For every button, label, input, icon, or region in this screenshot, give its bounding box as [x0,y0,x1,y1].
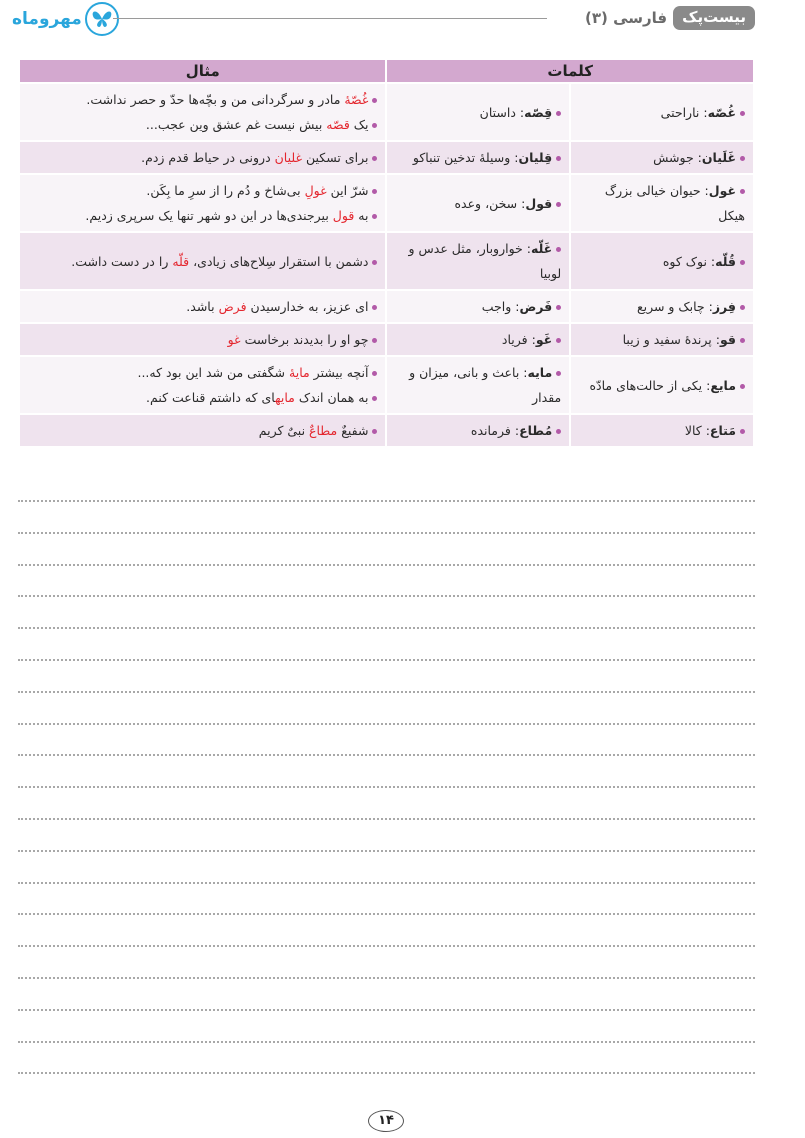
dotted-writing-line [18,1072,755,1074]
word-cell [387,142,569,173]
bullet-icon [372,371,377,376]
dotted-writing-line [18,850,755,852]
word-definition: واجب [481,299,512,314]
example-text: را در دست داشت. [71,253,173,269]
word-cell [571,415,753,446]
table-row [20,415,753,446]
word-term: غُصّه [707,104,736,120]
colon: : [519,365,528,380]
word-definition: یکی از حالت‌های مادّه [589,377,703,393]
bullet-icon [740,305,745,310]
highlighted-word: غو [227,332,241,347]
colon: : [701,423,710,438]
highlighted-word: قول [332,208,355,223]
example-sentence [28,112,377,137]
word-definition: فرمانده [470,423,511,438]
highlighted-word: مطاعٌ [309,423,338,438]
word-term: فِرز [712,299,736,314]
table-row [20,84,753,140]
highlighted-word: قلّه [172,253,190,269]
colon: : [510,150,519,165]
colon: : [706,253,716,269]
example-text: برای تسکین [302,150,369,165]
word-definition: وسیلهٔ تدخین تنباکو [412,150,511,165]
word-definition: جوشش [653,150,694,165]
example-text: شگفتی من شد این بود که... [137,365,290,380]
bullet-icon [556,429,561,434]
example-text: به [354,208,369,223]
word-term: غَلّه [530,241,553,256]
dotted-writing-line [18,659,755,661]
bullet-icon [556,156,561,161]
dotted-writing-line [18,595,755,597]
example-text: درونی در حیاط قدم زدم. [141,150,275,165]
word-definition: باعث و بانی، میزان و مقدار [409,365,562,405]
word-term: قِصّه [524,104,553,120]
colon: : [700,183,709,198]
writing-lines [18,500,755,1104]
word-term: غَو [535,332,553,347]
word-definition: نوک کوه [662,253,707,269]
word-cell [387,175,569,231]
header-examples: مثال [20,60,385,82]
word-cell [571,357,753,413]
example-sentence [28,385,377,410]
bullet-icon [372,305,377,310]
dotted-writing-line [18,913,755,915]
example-text: یک [349,117,369,132]
dotted-writing-line [18,1041,755,1043]
dotted-writing-line [18,691,755,693]
highlighted-word: غُصّهٔ [344,92,369,107]
dotted-writing-line [18,945,755,947]
word-cell [387,357,569,413]
colon: : [510,423,520,438]
word-cell [387,84,569,140]
word-term: مایع [710,377,736,393]
colon: : [702,377,711,393]
example-text: بیش نیست غم عشق وین عجب... [145,117,327,132]
example-sentence [28,203,377,228]
dotted-writing-line [18,500,755,502]
example-text: به همان اندک [294,390,369,405]
table-row [20,291,753,322]
word-definition: حیوان خیالی بزرگ هیکل [604,183,745,223]
example-text: نبیٌ کریم [258,423,310,438]
colon: : [522,241,531,256]
highlighted-word: فرض [218,299,247,314]
word-term: غَلَیان [701,150,736,165]
colon: : [711,332,720,347]
bullet-icon [372,260,377,265]
highlighted-word: قصّه [326,117,350,132]
bullet-icon [556,111,561,116]
bullet-icon [372,156,377,161]
example-cell [20,84,385,140]
example-cell [20,415,385,446]
bullet-icon [740,429,745,434]
bullet-icon [740,189,745,194]
word-term: مُطاع [519,423,553,438]
word-cell [571,233,753,289]
word-definition: کالا [684,423,702,438]
brand-badge: بیست‌پک [673,6,755,30]
dotted-writing-line [18,882,755,884]
colon: : [517,195,526,211]
dotted-writing-line [18,977,755,979]
bullet-icon [556,371,561,376]
page-number: ۱۴ [368,1110,404,1132]
table-row [20,324,753,355]
dotted-writing-line [18,627,755,629]
word-term: قُلّه [715,253,736,269]
word-cell [571,324,753,355]
word-cell [571,142,753,173]
dotted-writing-line [18,786,755,788]
colon: : [527,332,536,347]
bullet-icon [556,202,561,207]
bullet-icon [740,111,745,116]
bullet-icon [556,247,561,252]
bullet-icon [740,260,745,265]
book-title [585,6,755,30]
bullet-icon [740,156,745,161]
example-text: مادر و سرگردانی من و بچّه‌ها حدّ و حصر نداشت. [86,92,345,107]
word-definition: فریاد [501,332,528,347]
dotted-writing-line [18,754,755,756]
word-cell [387,233,569,289]
bullet-icon [556,338,561,343]
example-sentence [28,294,377,319]
example-sentence [28,145,377,170]
page-header [0,0,805,40]
colon: : [699,104,708,120]
example-cell [20,233,385,289]
example-text: ای عزیز، به خدارسیدن [246,299,369,314]
butterfly-icon [85,2,119,36]
dotted-writing-line [18,564,755,566]
word-cell [571,175,753,231]
example-sentence [28,360,377,385]
example-sentence [28,327,377,352]
bullet-icon [372,123,377,128]
example-sentence [28,178,377,203]
subject-title: فارسی (۳) [585,9,668,27]
bullet-icon [372,396,377,401]
word-definition: پرندهٔ سفید و زیبا [622,332,712,347]
table-row [20,357,753,413]
highlighted-word: مایه [275,390,295,405]
bullet-icon [372,429,377,434]
word-term: فَرض [519,299,553,314]
example-cell [20,324,385,355]
colon: : [511,299,520,314]
word-definition: چابک و سریع [636,299,705,314]
word-term: قو [719,332,736,347]
word-definition: ناراحتی [660,104,700,120]
bullet-icon [372,338,377,343]
publisher-logo [12,3,119,35]
example-text: بیرجندی‌ها در این دو شهر تنها یک سرپری زدیم. [85,208,333,223]
colon: : [515,104,525,120]
dotted-writing-line [18,818,755,820]
bullet-icon [556,305,561,310]
word-term: مایه [527,365,553,380]
bullet-icon [740,384,745,389]
word-cell [387,324,569,355]
example-sentence [28,87,377,112]
table-row [20,233,753,289]
example-text: آنچه بیشتر [309,365,369,380]
dotted-writing-line [18,1009,755,1011]
bullet-icon [372,189,377,194]
header-words: کلمات [387,60,753,82]
bullet-icon [372,214,377,219]
example-text: باشد. [186,299,219,314]
word-term: غول [708,183,736,198]
bullet-icon [740,338,745,343]
word-term: مَتاع [709,423,736,438]
word-cell [571,84,753,140]
word-cell [571,291,753,322]
example-cell [20,357,385,413]
logo-text: مهروماه [12,9,82,29]
highlighted-word: غلیان [274,150,303,165]
dotted-writing-line [18,532,755,534]
vocabulary-table [18,58,755,448]
word-term: قِلیان [518,150,553,165]
word-definition: سخن، وعده [454,195,518,211]
example-text: ای که داشتم قناعت کنم. [146,390,276,405]
example-text: شفیعٌ [337,423,369,438]
word-term: قول [525,195,553,211]
colon: : [693,150,702,165]
highlighted-word: مایهٔ [289,365,310,380]
example-sentence [28,249,377,274]
example-sentence [28,418,377,443]
table-header-row [20,60,753,82]
example-cell [20,142,385,173]
bullet-icon [372,98,377,103]
example-text: دشمن با استقرار سِلاح‌های زیادی، [189,253,369,269]
word-definition: خواروبار، مثل عدس و لوبیا [408,241,562,281]
dotted-writing-line [18,723,755,725]
word-definition: داستان [479,104,516,120]
table-row [20,142,753,173]
example-cell [20,291,385,322]
table-row [20,175,753,231]
example-text: شرّ این [326,183,369,198]
example-text: چو او را بدیدند برخاست [240,332,369,347]
colon: : [704,299,713,314]
word-cell [387,291,569,322]
example-cell [20,175,385,231]
highlighted-word: غولِ [304,183,327,198]
header-divider [113,18,547,19]
example-text: بی‌شاخ و دُم را از سرِ ما بِکَن. [146,183,305,198]
word-cell [387,415,569,446]
